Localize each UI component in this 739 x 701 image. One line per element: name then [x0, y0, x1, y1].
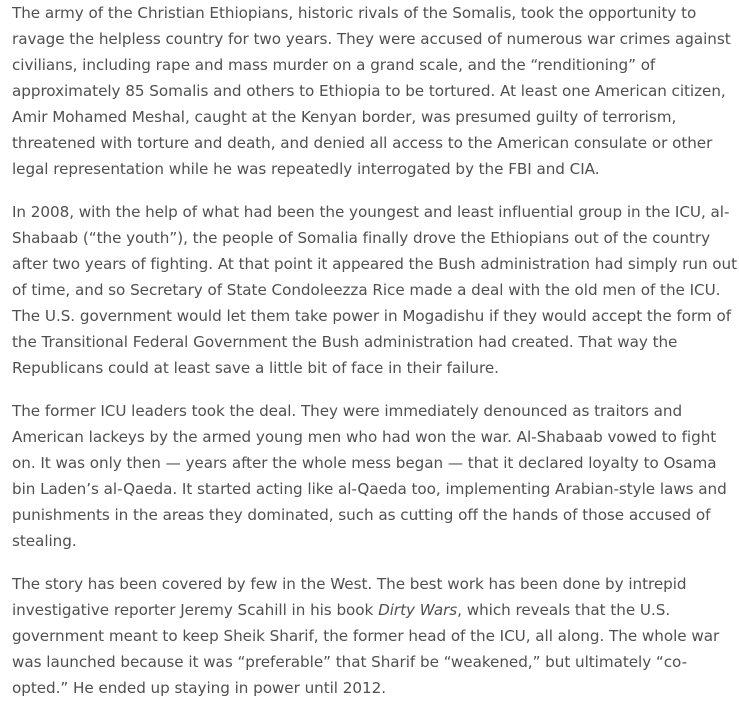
- paragraph-icu-deal: The former ICU leaders took the deal. They were immediately denounced as traitors and American lackeys by the armed young men who had won the war. Al-Shabaab vowed to fight on. It was only then — years after the whole mess began — that it declared loyalty to Osama bin Laden’s al-Qaeda. It started acting like al-Qaeda too, implementing Arabian-style laws and punishments in the areas they dominated, such as cutting off the hands of those accused of stealing.: [12, 402, 727, 550]
- paragraph-ethiopian-occupation: The army of the Christian Ethiopians, historic rivals of the Somalis, took the opportunity to ravage the helpless country for two years. They were accused of numerous war crimes against civilians, including rape and mass murder on a grand scale, and the “renditioning” of approximately 85 Somalis and others to Ethiopia to be tortured. At least one American citizen, Amir Mohamed Meshal, caught at the Kenyan border, was presumed guilty of terrorism, threatened with torture and death, and denied all access to the American consulate or other legal representation while he was repeatedly interrogated by the FBI and CIA.: [12, 4, 731, 178]
- paragraph-dirty-wars: [12, 571, 739, 701]
- paragraph-text-after-title: , which reveals that the U.S. government meant to keep Sheik Sharif, the former head of the ICU, all along. The whole war was launched because it was “preferable” that Sharif be “weakened,” but ultimately “co-opted.” He ended up staying in power until 2012.: [12, 601, 720, 697]
- paragraph-text-before-title: The story has been covered by few in the West. The best work has been done by intrepid investigative reporter Jeremy Scahill in his book: [12, 575, 687, 619]
- paragraph-al-shabaab-2008: In 2008, with the help of what had been the youngest and least influential group in the ICU, al-Shabaab (“the youth”), the people of Somalia finally drove the Ethiopians out of the country after two years of fighting. At that point it appeared the Bush administration had simply run out of time, and so Secretary of State Condoleezza Rice made a deal with the old men of the ICU. The U.S. government would let them take power in Mogadishu if they would accept the form of the Transitional Federal Government the Bush administration had created. That way the Republicans could at least save a little bit of face in their failure.: [12, 203, 738, 377]
- book-title: Dirty Wars: [378, 601, 458, 619]
